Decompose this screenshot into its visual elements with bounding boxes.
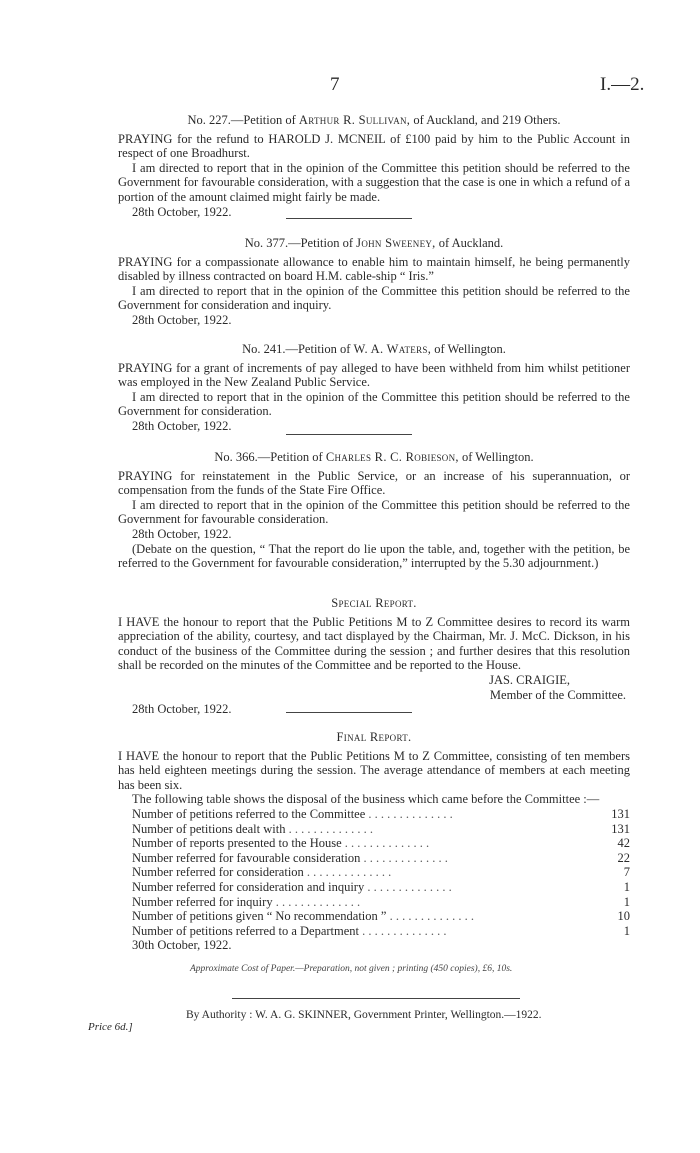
table-row: Number referred for consideration . . 7 [132, 865, 630, 880]
petition-prayer: PRAYING for the refund to HAROLD J. MCNEIL of £100 paid by him to the Public Account in respect of one Broadhurst. [118, 131, 630, 161]
final-report [118, 730, 630, 953]
petition-date: 28th October, 1922. [132, 312, 232, 327]
petition-prayer: PRAYING for reinstatement in the Public Service, or an increase of his superannuation, or compensation from the funds of the State Fire Office. [118, 468, 630, 498]
petition-date: 28th October, 1922. [132, 418, 232, 433]
table-row: Number of reports presented to the House . . 42 [132, 836, 630, 851]
special-report [118, 596, 630, 717]
signer-name: JAS. CRAIGIE, [489, 672, 570, 687]
final-report-heading: Final Report. [336, 730, 412, 744]
petition-title: No. 241.—Petition of W. A. Waters, of Wellington. [242, 342, 506, 356]
section-divider [286, 218, 412, 219]
table-row: Number of petitions referred to a Department . . 1 [132, 924, 630, 939]
special-report-date: 28th October, 1922. [132, 702, 232, 717]
petition-recommendation: I am directed to report that in the opinion of the Committee this petition should be referred to the Government for consideration and inquiry. [118, 283, 630, 313]
petition-227 [118, 113, 630, 219]
document-reference: I.—2. [600, 74, 645, 95]
special-report-heading: Special Report. [331, 596, 417, 610]
table-row: Number referred for favourable consideration . . 22 [132, 851, 630, 866]
final-report-body: I HAVE the honour to report that the Public Petitions M to Z Committee, consisting of ten members has held eighteen meetings during the session. The average attendance of members at each meeting has been six. [118, 748, 630, 792]
petition-prayer: PRAYING for a grant of increments of pay alleged to have been withheld from him whilst petitioner was employed in the New Zealand Public Service. [118, 360, 630, 390]
petition-title: No. 227.—Petition of Arthur R. Sullivan, of Auckland, and 219 Others. [187, 113, 561, 127]
petition-241 [118, 342, 630, 434]
footer-rule [232, 998, 520, 999]
table-row: Number of petitions given “ No recommendation ” . . 10 [132, 909, 630, 924]
petition-date: 28th October, 1922. [132, 204, 232, 219]
petition-prayer: PRAYING for a compassionate allowance to enable him to maintain himself, he being permanently disabled by illness contracted on board H.M. cable-ship “ Iris.” [118, 254, 630, 284]
petition-377 [118, 236, 630, 328]
section-divider [286, 712, 412, 713]
section-divider [286, 434, 412, 435]
petition-date: 28th October, 1922. [132, 526, 232, 541]
petition-366 [118, 450, 630, 571]
table-row: Number of petitions dealt with . . 131 [132, 822, 630, 837]
signer-role: Member of the Committee. [489, 687, 626, 702]
petition-title: No. 366.—Petition of Charles R. C. Robieson, of Wellington. [214, 450, 534, 464]
petition-recommendation: I am directed to report that in the opinion of the Committee this petition should be referred to the Government for favourable consideration. [118, 497, 630, 527]
disposal-table [132, 807, 630, 938]
table-row: Number referred for consideration and inquiry . . 1 [132, 880, 630, 895]
petition-recommendation: I am directed to report that in the opinion of the Committee this petition should be referred to the Government for consideration. [118, 389, 630, 419]
page-number: 7 [330, 74, 340, 95]
debate-note: (Debate on the question, “ That the report do lie upon the table, and, together with the petition, be referred to the Government for favourable consideration,” interrupted by the 5.30 adjournment.) [118, 541, 630, 571]
authority-line: By Authority : W. A. G. SKINNER, Government Printer, Wellington.—1922. [186, 1009, 542, 1021]
price-note: Price 6d.] [88, 1021, 133, 1033]
petition-recommendation: I am directed to report that in the opinion of the Committee this petition should be referred to the Government for favourable consideration, with a suggestion that the case is one in which a refund of a portion of the amount claimed might fairly be made. [118, 160, 630, 204]
petition-title: No. 377.—Petition of John Sweeney, of Auckland. [244, 236, 504, 250]
special-report-body: I HAVE the honour to report that the Public Petitions M to Z Committee desires to record its warm appreciation of the ability, courtesy, and tact displayed by the Chairman, Mr. J. McC. Dickson, in his conduct of the business of the Committee during the session ; and further desires that this resolution shall be recorded on the minutes of the Committee and be reported to the House. [118, 614, 630, 673]
table-row: Number referred for inquiry . . 1 [132, 895, 630, 910]
table-row: Number of petitions referred to the Committee . . 131 [132, 807, 630, 822]
cost-note: Approximate Cost of Paper.—Preparation, not given ; printing (450 copies), £6, 10s. [190, 964, 513, 974]
final-report-date: 30th October, 1922. [132, 938, 232, 953]
final-report-intro: The following table shows the disposal of the business which came before the Committee :— [132, 792, 600, 807]
